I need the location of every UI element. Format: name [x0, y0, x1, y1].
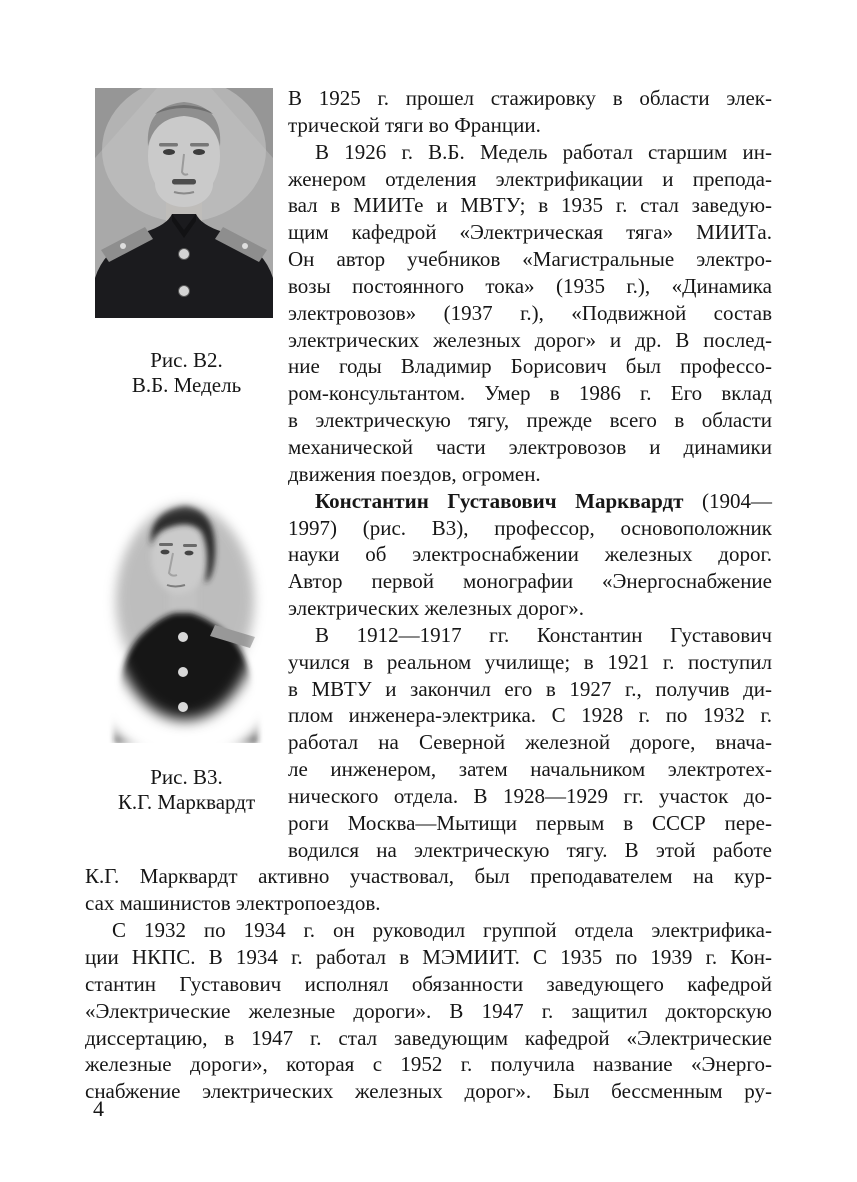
caption-line: К.Г. Марквардт	[117, 790, 256, 814]
text-line: Константин Густавович Марквардт (1904—	[315, 488, 772, 513]
text-line: снабжение электрических железных дорог». Был бессменным ру-	[85, 1079, 772, 1104]
text-line: железные дороги», которая с 1952 г. получила название «Энерго-	[85, 1052, 772, 1077]
text-line: Автор первой монографии «Энергоснабжение	[288, 569, 772, 594]
body-text	[85, 85, 772, 1105]
text-line: вал в МИИТе и МВТУ; в 1935 г. стал заведую-	[288, 193, 772, 218]
figure-medel	[85, 85, 288, 485]
text-line: диссертацию, в 1947 г. стал заведующим кафедрой «Электрические	[85, 1025, 772, 1050]
text-line: механической части электровозов и динамики	[288, 434, 772, 459]
text-line: водился на электрическую тягу. В этой работе	[288, 837, 772, 862]
text-line: в электрическую тягу, прежде всего в области	[288, 408, 772, 433]
text-line: электровозов» (1937 г.), «Подвижной состав	[288, 300, 772, 325]
text-line: В 1926 г. В.Б. Медель работал старшим ин-	[315, 139, 772, 164]
text-line: С 1932 по 1934 г. он руководил группой отдела электрифика-	[112, 918, 772, 943]
text-line: электрических железных дорог».	[288, 596, 584, 621]
text-line: науки об электроснабжении железных дорог.	[288, 542, 772, 567]
markvardt-portrait-photo	[93, 485, 279, 743]
text-line: движения поездов, огромен.	[288, 461, 541, 486]
caption-line: Рис. В3.	[150, 765, 223, 789]
text-line: роги Москва—Мытищи первым в СССР пере-	[288, 810, 772, 835]
text-line: работал на Северной железной дороге, внача-	[288, 730, 772, 755]
text-line: плом инженера-электрика. С 1928 г. по 1932 г.	[288, 703, 772, 728]
text-line: электрических железных дорог» и др. В послед-	[288, 327, 772, 352]
text-line: в МВТУ и закончил его в 1927 г., получив ди-	[288, 676, 772, 701]
text-line: Он автор учебников «Магистральные электро-	[288, 247, 772, 272]
figure-markvardt	[85, 485, 288, 861]
text-line: ции НКПС. В 1934 г. работал в МЭМИИТ. С 1935 по 1939 г. Кон-	[85, 945, 772, 969]
medel-portrait-photo	[95, 88, 273, 318]
text-line: ром-консультантом. Умер в 1986 г. Его вклад	[288, 381, 772, 406]
caption-line: В.Б. Медель	[131, 373, 242, 397]
caption-line: Рис. В2.	[150, 348, 223, 372]
figure-markvardt-caption	[85, 765, 288, 815]
text-line: ние годы Владимир Борисович был профессо-	[288, 354, 772, 379]
text-line: К.Г. Марквардт активно участвовал, был преподавателем на кур-	[85, 864, 772, 889]
text-line: щим кафедрой «Электрическая тяга» МИИТа.	[288, 220, 772, 245]
text-line: ле инженером, затем начальником электротех-	[288, 757, 772, 782]
text-line: трической тяги во Франции.	[288, 112, 541, 137]
page-number: 4	[93, 1096, 104, 1121]
figure-medel-caption	[85, 348, 288, 398]
text-line: сах машинистов электропоездов.	[85, 891, 381, 916]
text-line: В 1912—1917 гг. Константин Густавович	[315, 622, 772, 647]
text-line: нического отдела. В 1928—1929 гг. участок до-	[288, 783, 772, 808]
text-line: 1997) (рис. В3), профессор, основоположник	[288, 515, 772, 540]
text-line: возы постоянного тока» (1935 г.), «Динамика	[288, 273, 772, 298]
text-line: «Электрические железные дороги». В 1947 г. защитил докторскую	[85, 998, 772, 1023]
text-line: В 1925 г. прошел стажировку в области элек-	[288, 86, 772, 110]
text-line: женером отделения электрификации и препода-	[288, 166, 772, 191]
text-line: учился в реальном училище; в 1921 г. поступил	[288, 649, 772, 674]
text-line: стантин Густавович исполнял обязанности заведующего кафедрой	[85, 971, 772, 996]
